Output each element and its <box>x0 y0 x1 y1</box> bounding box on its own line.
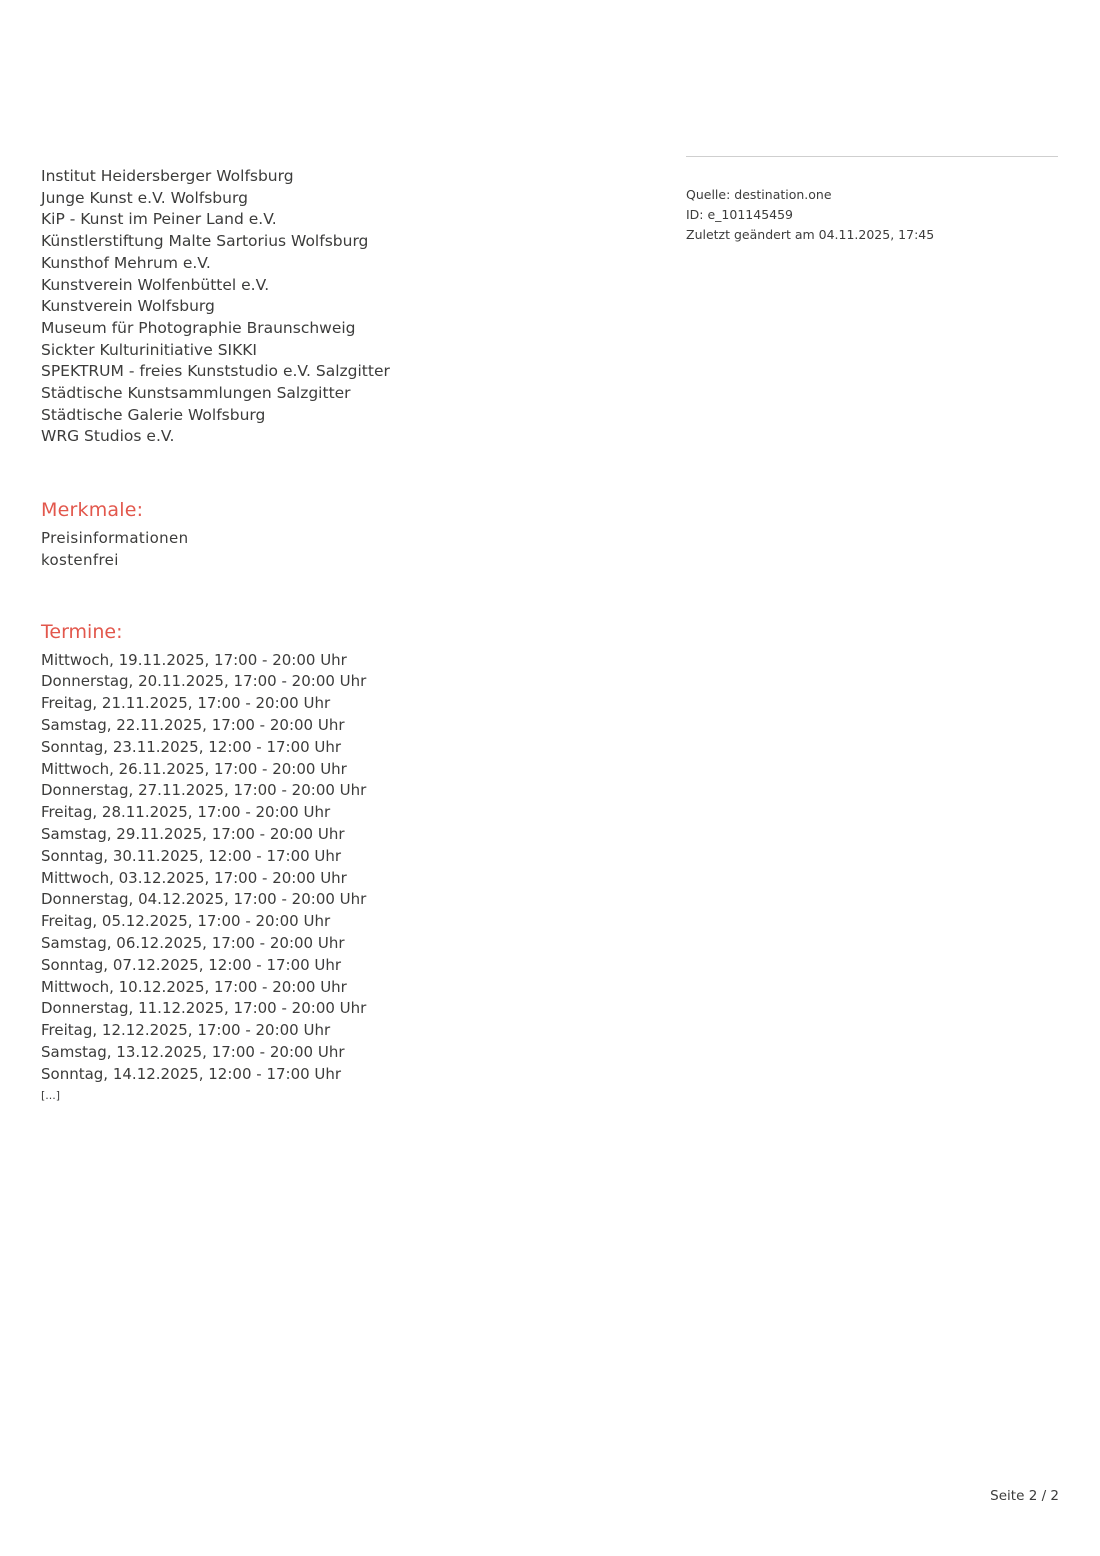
list-item: Mittwoch, 03.12.2025, 17:00 - 20:00 Uhr <box>41 868 347 887</box>
list-item: Künstlerstiftung Malte Sartorius Wolfsburg <box>41 232 369 251</box>
list-item: Institut Heidersberger Wolfsburg <box>41 167 294 185</box>
list-item: Städtische Kunstsammlungen Salzgitter <box>41 384 351 403</box>
list-item: Donnerstag, 20.11.2025, 17:00 - 20:00 Uhr <box>41 672 367 691</box>
page-number: Seite 2 / 2 <box>990 1488 1059 1504</box>
list-item: kostenfrei <box>41 550 119 569</box>
list-item: Sonntag, 14.12.2025, 12:00 - 17:00 Uhr <box>41 1064 342 1083</box>
list-item: Museum für Photographie Braunschweig <box>41 318 356 337</box>
metadata-column <box>686 156 1058 245</box>
merkmale-heading: Merkmale: <box>41 499 144 522</box>
list-item: Samstag, 06.12.2025, 17:00 - 20:00 Uhr <box>41 933 345 952</box>
list-item: Preisinformationen <box>41 529 189 548</box>
list-item: Samstag, 29.11.2025, 17:00 - 20:00 Uhr <box>41 824 345 843</box>
list-item: Freitag, 12.12.2025, 17:00 - 20:00 Uhr <box>41 1021 331 1040</box>
list-item: KiP - Kunst im Peiner Land e.V. <box>41 210 277 229</box>
list-item: Freitag, 21.11.2025, 17:00 - 20:00 Uhr <box>41 694 331 713</box>
list-item: Freitag, 05.12.2025, 17:00 - 20:00 Uhr <box>41 912 331 931</box>
left-content-column <box>41 166 601 1105</box>
list-item: Samstag, 22.11.2025, 17:00 - 20:00 Uhr <box>41 715 345 734</box>
list-item: Mittwoch, 19.11.2025, 17:00 - 20:00 Uhr <box>41 650 347 669</box>
metadata-last-modified: Zuletzt geändert am 04.11.2025, 17:45 <box>686 227 935 242</box>
list-item: Sickter Kulturinitiative SIKKI <box>41 340 258 359</box>
metadata-source: Quelle: destination.one <box>686 187 832 202</box>
list-item: Donnerstag, 11.12.2025, 17:00 - 20:00 Uhr <box>41 999 367 1018</box>
list-item: Sonntag, 23.11.2025, 12:00 - 17:00 Uhr <box>41 737 342 756</box>
list-item: Kunstverein Wolfsburg <box>41 297 215 316</box>
list-item: WRG Studios e.V. <box>41 427 175 446</box>
list-item: Junge Kunst e.V. Wolfsburg <box>41 188 248 207</box>
list-item: Donnerstag, 27.11.2025, 17:00 - 20:00 Uhr <box>41 781 367 800</box>
divider <box>686 156 1058 157</box>
list-item: Mittwoch, 10.12.2025, 17:00 - 20:00 Uhr <box>41 977 347 996</box>
list-item: Mittwoch, 26.11.2025, 17:00 - 20:00 Uhr <box>41 759 347 778</box>
metadata-id: ID: e_101145459 <box>686 207 794 222</box>
list-item: Donnerstag, 04.12.2025, 17:00 - 20:00 Uhr <box>41 890 367 909</box>
merkmale-list <box>41 528 601 571</box>
list-item: Freitag, 28.11.2025, 17:00 - 20:00 Uhr <box>41 803 331 822</box>
termine-heading: Termine: <box>41 620 123 643</box>
list-item: Städtische Galerie Wolfsburg <box>41 405 266 424</box>
termine-truncation-indicator: [...] <box>41 1089 61 1103</box>
list-item: Kunsthof Mehrum e.V. <box>41 253 211 272</box>
list-item: Samstag, 13.12.2025, 17:00 - 20:00 Uhr <box>41 1042 345 1061</box>
list-item: SPEKTRUM - freies Kunststudio e.V. Salzgitter <box>41 362 390 381</box>
termine-list <box>41 650 601 1086</box>
organization-list <box>41 166 601 448</box>
list-item: Sonntag, 30.11.2025, 12:00 - 17:00 Uhr <box>41 846 342 865</box>
list-item: Kunstverein Wolfenbüttel e.V. <box>41 275 270 294</box>
list-item: Sonntag, 07.12.2025, 12:00 - 17:00 Uhr <box>41 955 342 974</box>
